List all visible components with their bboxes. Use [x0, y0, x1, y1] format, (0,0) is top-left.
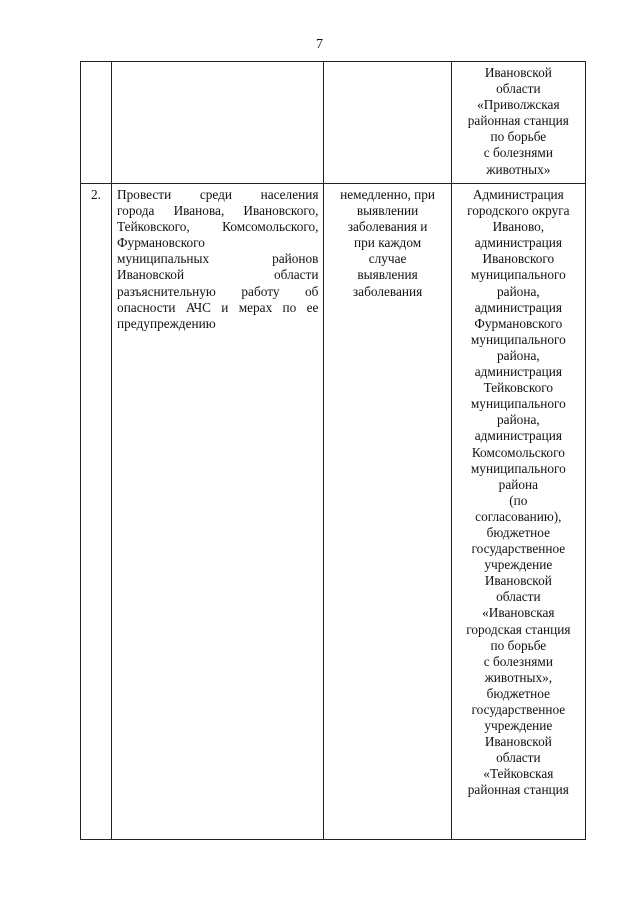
action-line: Тейковского, Комсомольского, [117, 219, 319, 235]
action-line: разъяснительную работу об [117, 283, 319, 299]
responsible-line: государственное [471, 541, 566, 557]
responsible-line: животных», [484, 669, 553, 685]
deadline-line: случае [368, 251, 407, 267]
responsible-line: Ивановской [484, 573, 552, 589]
action-line: Фурмановского [117, 235, 205, 251]
action-line: муниципальных районов [117, 251, 319, 267]
responsible-line: районная станция [467, 782, 569, 798]
action-cell [112, 62, 324, 184]
responsible-line: районная станция [467, 113, 569, 129]
responsible-line: «Ивановская [482, 605, 555, 621]
responsible-line: животных» [486, 161, 551, 177]
responsible-line: администрация [474, 235, 562, 251]
responsible-line: муниципального [470, 331, 566, 347]
deadline-line: немедленно, при [340, 187, 436, 202]
action-line: Провести среди населения [117, 187, 319, 202]
action-cell [112, 184, 324, 840]
responsible-line: области [496, 589, 541, 605]
responsible-cell [451, 62, 585, 184]
action-line: предупреждению [117, 315, 216, 331]
responsible-line: «Приволжская [477, 97, 560, 113]
responsible-line: Ивановского [482, 251, 555, 267]
responsible-line: района, [497, 412, 540, 428]
responsible-line: муниципального [470, 396, 566, 412]
measures-table [80, 61, 586, 840]
row-number: 2. [81, 184, 112, 840]
deadline-line: выявлении [356, 203, 419, 219]
deadline-cell [324, 184, 451, 840]
responsible-line: (по [509, 492, 528, 508]
responsible-line: области [496, 750, 541, 766]
responsible-line: с болезнями [483, 653, 553, 669]
responsible-line: муниципального [470, 460, 566, 476]
responsible-line: городского округа [467, 203, 570, 219]
action-line: Ивановской области [117, 267, 319, 283]
number-cell [81, 62, 112, 184]
deadline-line: заболевания и [347, 219, 428, 235]
responsible-line: Ивановской [484, 65, 552, 80]
responsible-line: бюджетное [486, 685, 551, 701]
responsible-line: Администрация [472, 187, 564, 202]
responsible-line: городская станция [466, 621, 571, 637]
responsible-line: муниципального [470, 267, 566, 283]
responsible-line: Ивановской [484, 734, 552, 750]
table-row [81, 184, 586, 840]
responsible-line: района [498, 476, 539, 492]
responsible-line: согласованию), [475, 508, 562, 524]
responsible-cell [451, 184, 585, 840]
deadline-line: при каждом [354, 235, 422, 251]
responsible-line: района, [497, 283, 540, 299]
action-line: города Иванова, Ивановского, [117, 203, 319, 219]
responsible-line: по борьбе [490, 637, 547, 653]
responsible-line: учреждение [484, 718, 553, 734]
responsible-line: Тейковского [483, 380, 554, 396]
responsible-line: Фурмановского [474, 315, 563, 331]
table-row [81, 62, 586, 184]
deadline-line: заболевания [352, 283, 423, 299]
responsible-line: государственное [471, 702, 566, 717]
responsible-line: Иваново, [492, 219, 545, 235]
action-line: опасности АЧС и мерах по ее [117, 299, 319, 315]
responsible-line: Комсомольского [471, 444, 565, 460]
responsible-line: администрация [474, 428, 562, 444]
responsible-line: района, [497, 347, 540, 363]
responsible-line: бюджетное [486, 524, 551, 540]
responsible-line: по борьбе [490, 129, 547, 145]
page-number: 7 [316, 37, 323, 52]
responsible-line: «Тейковская [483, 766, 554, 782]
deadline-line: выявления [357, 267, 418, 283]
responsible-line: учреждение [484, 557, 553, 573]
responsible-line: области [496, 81, 541, 97]
responsible-line: администрация [474, 364, 562, 380]
deadline-cell [324, 62, 451, 184]
responsible-line: администрация [474, 299, 562, 315]
responsible-line: с болезнями [483, 145, 553, 161]
